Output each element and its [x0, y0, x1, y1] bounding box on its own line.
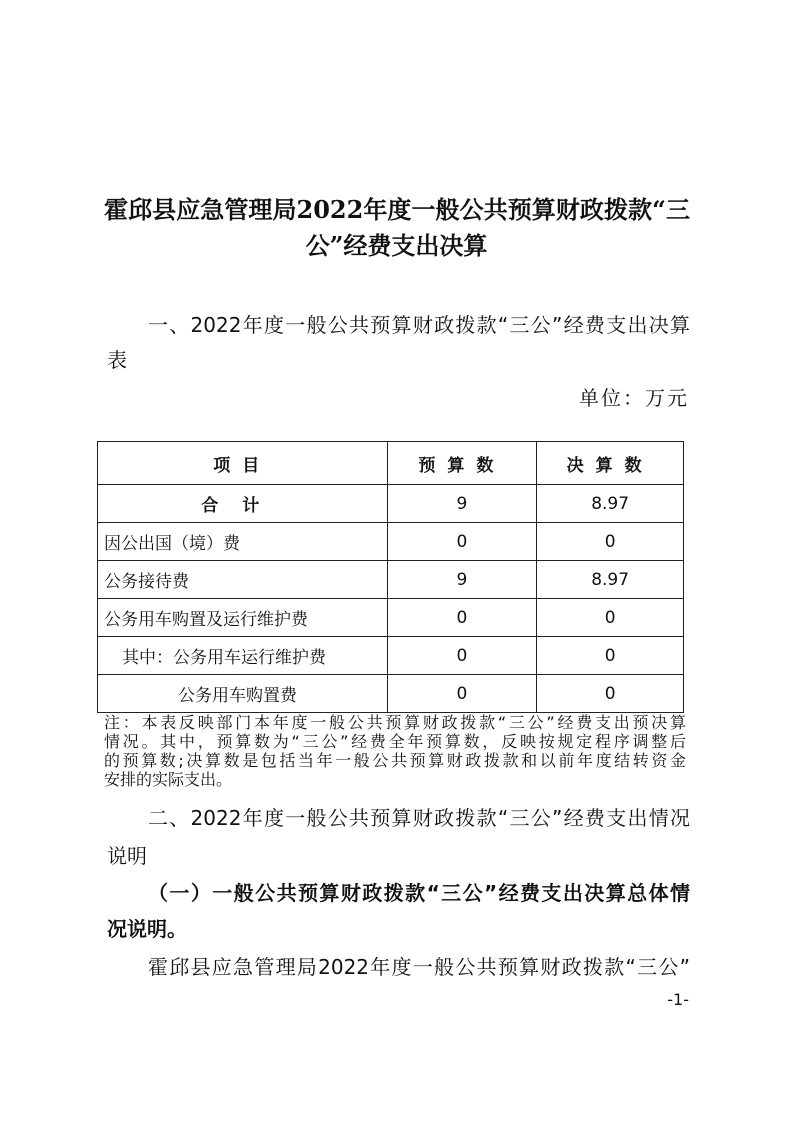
row-actual: 0: [537, 599, 684, 637]
row-budget: 0: [387, 599, 537, 637]
row-item: 因公出国（境）费: [98, 523, 388, 561]
row-actual: 0: [537, 523, 684, 561]
section2-heading-cont: 说明: [107, 844, 147, 868]
row-actual: 0: [537, 675, 684, 713]
table-row: [98, 485, 684, 523]
note-line4: 安排的实际支出。: [104, 770, 233, 789]
table-row: [98, 561, 684, 599]
row-item: 公务用车购置费: [98, 675, 388, 713]
note-line1: 注：本表反映部门本年度一般公共预算财政拨款“三公”经费支出预决算: [104, 713, 686, 732]
row-actual: 8.97: [537, 561, 684, 599]
row-budget: 0: [387, 523, 537, 561]
three-public-expenses-table: [97, 441, 684, 713]
note-line2: 情况。其中，预算数为“三公”经费全年预算数，反映按规定程序调整后: [104, 732, 686, 751]
paragraph-line1: 霍邱县应急管理局2022年度一般公共预算财政拨款“三公”: [148, 955, 690, 979]
header-item: 项目: [98, 442, 388, 485]
row-item: 其中：公务用车运行维护费: [98, 637, 388, 675]
subsection1-heading-cont: 况说明。: [107, 917, 187, 941]
section1-heading: 一、2022年度一般公共预算财政拨款“三公”经费支出决算: [148, 313, 690, 337]
row-item: 公务用车购置及运行维护费: [98, 599, 388, 637]
unit-label: 单位：万元: [579, 386, 689, 410]
row-budget: 0: [387, 675, 537, 713]
document-title-line1: 霍邱县应急管理局2022年度一般公共预算财政拨款“三: [104, 195, 690, 224]
table-row: [98, 599, 684, 637]
header-actual: 决算数: [537, 442, 684, 485]
section2-heading: 二、2022年度一般公共预算财政拨款“三公”经费支出情况: [148, 806, 690, 830]
table-row: [98, 675, 684, 713]
row-actual: 0: [537, 637, 684, 675]
row-item: 公务接待费: [98, 561, 388, 599]
section1-heading-cont: 表: [107, 348, 127, 372]
table-row: [98, 523, 684, 561]
row-actual: 8.97: [537, 485, 684, 523]
row-item: 合计: [98, 485, 388, 523]
note-line3: 的预算数;决算数是包括当年一般公共预算财政拨款和以前年度结转资金: [104, 751, 686, 770]
row-budget: 9: [387, 561, 537, 599]
subsection1-heading: （一）一般公共预算财政拨款“三公”经费支出决算总体情: [148, 881, 690, 905]
document-title-line2: 公”经费支出决算: [305, 231, 488, 260]
table-row: [98, 637, 684, 675]
header-budget: 预算数: [387, 442, 537, 485]
row-budget: 9: [387, 485, 537, 523]
page-number: -1-: [667, 990, 689, 1009]
row-budget: 0: [387, 637, 537, 675]
table-header-row: [98, 442, 684, 485]
